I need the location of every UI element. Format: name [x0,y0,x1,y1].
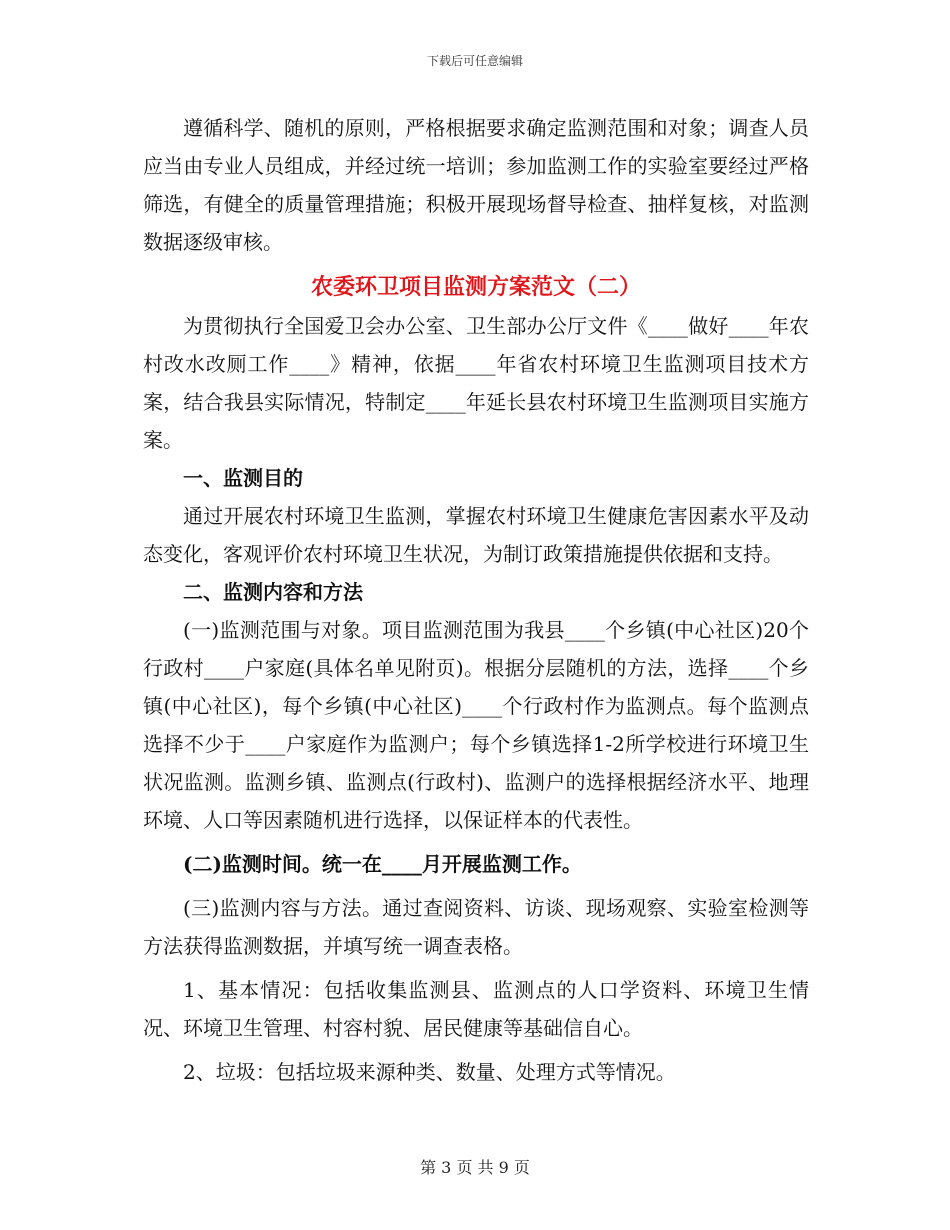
section-title: 农委环卫项目监测方案范文（二） [310,274,641,300]
paragraph-monitoring-purpose: 通过开展农村环境卫生监测，掌握农村环境卫生健康危害因素水平及动态变化，客观评价农村环境卫生状况，为制订政策措施提供依据和支持。 [143,504,809,566]
intro-paragraph: 为贯彻执行全国爱卫会办公室、卫生部办公厅文件《____做好____年农村改水改厕工作____》精神，依据____年省农村环境卫生监测项目技术方案，结合我县实际情况，特制定____年延长县农村环境卫生监测项目实施方案。 [143,314,809,452]
heading-monitoring-purpose: 一、监测目的 [183,466,303,490]
paragraph-scope-and-objects: (一)监测范围与对象。项目监测范围为我县____个乡镇(中心社区)20个行政村____户家庭(具体名单见附页)。根据分层随机的方法，选择____个乡镇(中心社区)，每个乡镇(中心社区)____个行政村作为监测点。每个监测点选择不少于____户家庭作为监测户；每个乡镇选择1-2所学校进行环境卫生状况监测。监测乡镇、监测点(行政村)、监测户的选择根据经济水平、地理环境、人口等因素随机进行选择，以保证样本的代表性。 [143,618,809,832]
continuation-paragraph: 遵循科学、随机的原则，严格根据要求确定监测范围和对象；调查人员应当由专业人员组成，并经过统一培训；参加监测工作的实验室要经过严格筛选，有健全的质量管理措施；积极开展现场督导检查、抽样复核，对监测数据逐级审核。 [143,116,809,254]
page-footer: 第 3 页 共 9 页 [420,1158,530,1177]
page-header-note: 下载后可任意编辑 [426,54,523,68]
paragraph-basic-info: 1、基本情况：包括收集监测县、监测点的人口学资料、环境卫生情况、环境卫生管理、村容村貌、居民健康等基础信自心。 [143,978,809,1040]
heading-monitoring-content: 二、监测内容和方法 [183,580,363,604]
document-body [143,109,809,1091]
paragraph-content-and-methods: (三)监测内容与方法。通过查阅资料、访谈、现场观察、实验室检测等方法获得监测数据，并填写统一调查表格。 [143,896,809,958]
paragraph-garbage: 2、垃圾：包括垃圾来源种类、数量、处理方式等情况。 [183,1060,676,1084]
paragraph-monitoring-time: (二)监测时间。统一在____月开展监测工作。 [183,852,582,876]
